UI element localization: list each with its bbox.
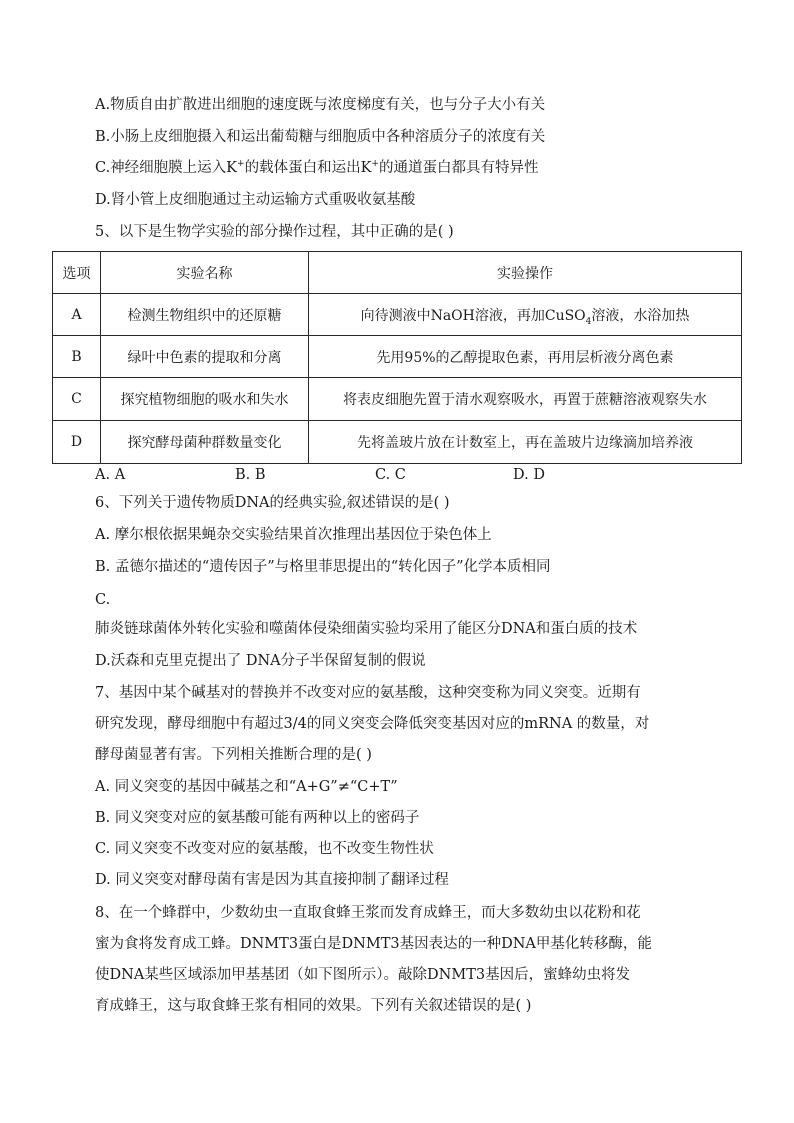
q4-option-d: D.肾小管上皮细胞通过主动运输方式重吸收氨基酸 <box>95 192 416 208</box>
row-experiment-operation <box>309 294 742 336</box>
q4-option-c <box>95 158 538 178</box>
table-row <box>53 294 742 336</box>
header-option: 选项 <box>53 252 101 294</box>
q5-stem: 5、以下是生物学实验的部分操作过程，其中正确的是( ) <box>95 224 454 240</box>
row-experiment-operation: 先用95%的乙醇提取色素，再用层析液分离色素 <box>309 336 742 378</box>
q4-option-a: A.物质自由扩散进出细胞的速度既与浓度梯度有关，也与分子大小有关 <box>95 97 546 113</box>
q8-stem-line-1: 8、在一个蜂群中，少数幼虫一直取食蜂王浆而发育成蜂王，而大多数幼虫以花粉和花 <box>95 905 641 921</box>
operation-text-1: 向待测液中NaOH溶液，再加CuSO <box>360 307 586 324</box>
row-option: B <box>53 336 101 378</box>
row-option: A <box>53 294 101 336</box>
q5-choice-b: B. B <box>235 467 266 483</box>
q4-option-c-text-2: 的载体蛋白和运出K <box>244 160 372 176</box>
q5-choice-c: C. C <box>375 467 406 483</box>
q6-stem: 6、下列关于遗传物质DNA的经典实验,叙述错误的是( ) <box>95 495 450 511</box>
q4-option-c-superscript-2: + <box>371 159 379 170</box>
table-row <box>53 336 742 378</box>
q7-stem-line-3: 酵母菌显著有害。下列相关推断合理的是( ) <box>95 747 372 763</box>
header-experiment-name: 实验名称 <box>101 252 309 294</box>
row-experiment-name: 绿叶中色素的提取和分离 <box>101 336 309 378</box>
q6-option-a: A. 摩尔根依据果蝇杂交实验结果首次推理出基因位于染色体上 <box>95 527 492 543</box>
q8-stem-line-2: 蜜为食将发育成工蜂。DNMT3蛋白是DNMT3基因表达的一种DNA甲基化转移酶，能 <box>95 936 652 952</box>
q7-option-a: A. 同义突变的基因中碱基之和“A+G”≠“C+T” <box>95 779 398 795</box>
q4-option-c-text-3: 的通道蛋白都具有特异性 <box>378 160 539 176</box>
row-experiment-operation: 将表皮细胞先置于清水观察吸水，再置于蔗糖溶液观察失水 <box>309 378 742 421</box>
experiment-table <box>52 251 742 464</box>
row-option: C <box>53 378 101 421</box>
operation-text-2: 溶液，水浴加热 <box>591 307 690 324</box>
row-experiment-operation: 先将盖玻片放在计数室上，再在盖玻片边缘滴加培养液 <box>309 421 742 464</box>
row-option: D <box>53 421 101 464</box>
q7-stem-line-2: 研究发现，酵母细胞中有超过3/4的同义突变会降低突变基因对应的mRNA 的数量，对 <box>95 716 650 732</box>
q6-option-b: B. 孟德尔描述的“遗传因子”与格里菲思提出的“转化因子”化学本质相同 <box>95 559 551 575</box>
operation-subscript: 4 <box>585 316 592 327</box>
table-row <box>53 421 742 464</box>
q5-choice-a: A. A <box>95 467 126 483</box>
q7-option-b: B. 同义突变对应的氨基酸可能有两种以上的密码子 <box>95 810 420 826</box>
q7-stem-line-1: 7、基因中某个碱基对的替换并不改变对应的氨基酸，这种突变称为同义突变。近期有 <box>95 685 641 701</box>
q6-option-c-label: C. <box>95 592 111 608</box>
q7-option-d: D. 同义突变对酵母菌有害是因为其直接抑制了翻译过程 <box>95 872 449 888</box>
table-header-row <box>53 252 742 294</box>
q4-option-c-superscript-1: + <box>237 159 245 170</box>
q4-option-c-text-1: C.神经细胞膜上运入K <box>95 160 238 176</box>
row-experiment-name: 探究酵母菌种群数量变化 <box>101 421 309 464</box>
q5-choices <box>95 465 655 485</box>
q5-choice-d: D. D <box>513 467 545 483</box>
q7-option-c: C. 同义突变不改变对应的氨基酸，也不改变生物性状 <box>95 841 434 857</box>
q8-stem-line-4: 育成蜂王，这与取食蜂王浆有相同的效果。下列有关叙述错误的是( ) <box>95 998 532 1014</box>
q4-option-b: B.小肠上皮细胞摄入和运出葡萄糖与细胞质中各种溶质分子的浓度有关 <box>95 129 546 145</box>
header-experiment-operation: 实验操作 <box>309 252 742 294</box>
row-experiment-name: 检测生物组织中的还原糖 <box>101 294 309 336</box>
table-row <box>53 378 742 421</box>
row-experiment-name: 探究植物细胞的吸水和失水 <box>101 378 309 421</box>
q8-stem-line-3: 使DNA某些区域添加甲基基团（如下图所示）。敲除DNMT3基因后，蜜蜂幼虫将发 <box>95 967 631 983</box>
q6-option-d: D.沃森和克里克提出了 DNA分子半保留复制的假说 <box>95 653 426 669</box>
q6-option-c-text: 肺炎链球菌体外转化实验和噬菌体侵染细菌实验均采用了能区分DNA和蛋白质的技术 <box>95 621 638 637</box>
